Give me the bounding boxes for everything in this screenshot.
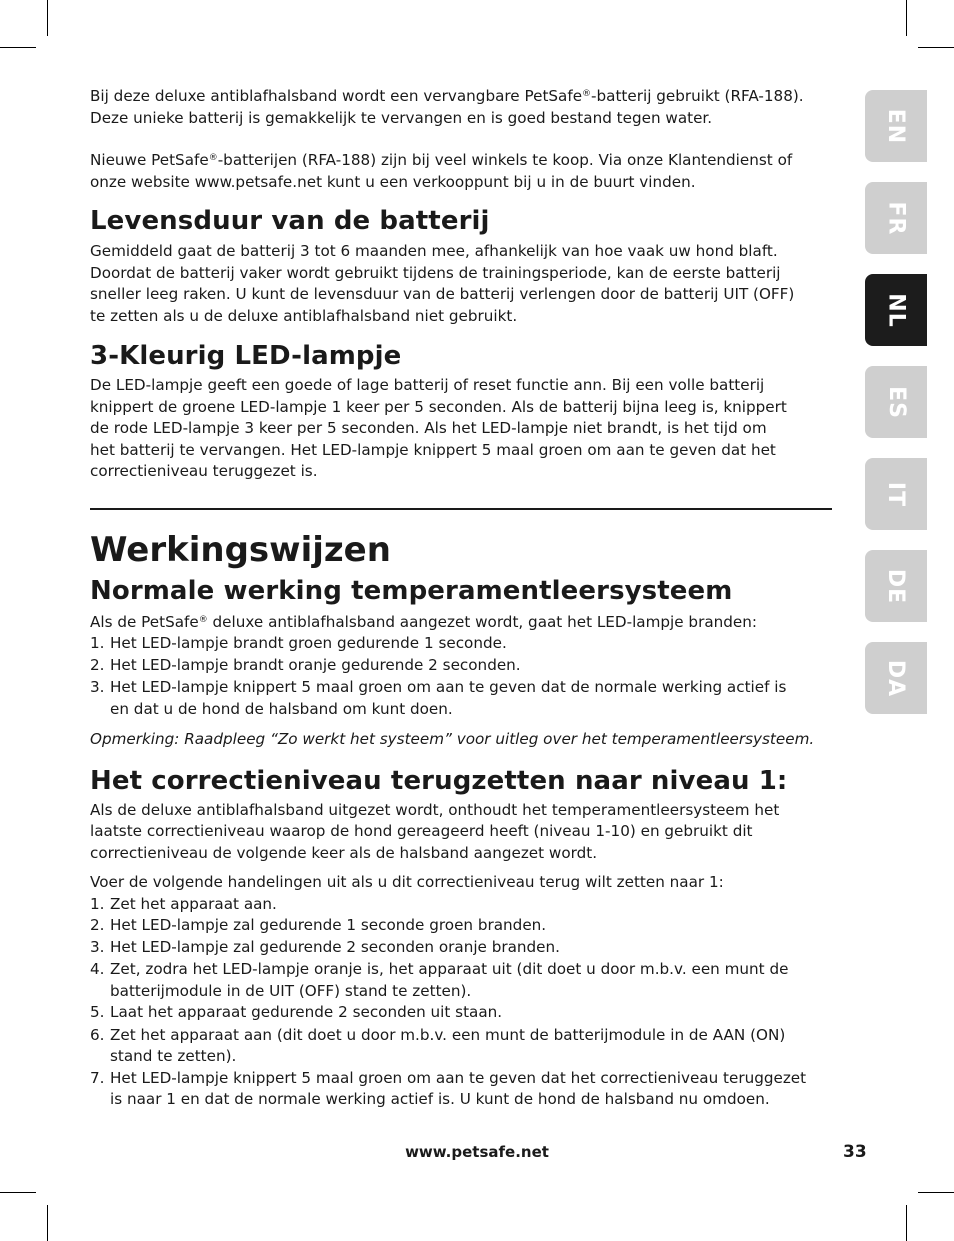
text-line: knippert de groene LED-lampje 1 keer per 5 seconden. Als de batterij bijna leeg is, knippert (90, 397, 787, 416)
list-item (90, 633, 832, 655)
tab-label: EN (883, 108, 909, 144)
list-number: 1. (90, 634, 105, 652)
tab-label: DE (883, 568, 909, 604)
crop-mark (47, 0, 48, 36)
list-number: 3. (90, 678, 105, 696)
list-item-text: Het LED-lampje brandt oranje gedurende 2 seconden. (110, 655, 521, 674)
led-heading: 3-Kleurig LED-lampje (90, 341, 402, 371)
list-item-text: stand te zetten). (110, 1047, 237, 1065)
tab-label: ES (883, 385, 909, 419)
tab-label: DA (883, 659, 909, 697)
list-number: 2. (90, 916, 105, 934)
text-line: Als de deluxe antiblafhalsband uitgezet wordt, onthoudt het temperamentleersysteem het (90, 800, 780, 819)
text-line: De LED-lampje geeft een goede of lage batterij of reset functie ann. Bij een volle batterij (90, 376, 765, 394)
text-line: de rode LED-lampje 3 keer per 5 seconden. Als het LED-lampje niet brandt, is het tijd om (90, 419, 767, 437)
list-item (90, 937, 832, 959)
text-line: correctieniveau de volgende keer als de halsband aangezet wordt. (90, 843, 598, 862)
list-item (90, 677, 832, 720)
tab-label: FR (883, 201, 909, 235)
list-item (90, 959, 832, 1002)
crop-mark (906, 0, 907, 36)
reset-heading: Het correctieniveau terugzetten naar niveau 1: (90, 765, 788, 796)
battery-life-text (90, 241, 832, 327)
tab-label: NL (883, 292, 909, 328)
reset-steps (90, 894, 832, 1111)
tab-nl[interactable] (865, 274, 927, 346)
led-text (90, 375, 832, 483)
list-item (90, 894, 832, 916)
list-item (90, 1025, 832, 1068)
text-line: het batterij te vervangen. Het LED-lampje knippert 5 maal groen om aan te geven dat het (90, 440, 776, 459)
reset-intro (90, 800, 832, 865)
normal-operation-heading: Normale werking temperamentleersysteem (90, 575, 733, 606)
crop-mark (906, 1205, 907, 1241)
note-text: Opmerking: Raadpleeg “Zo werkt het systeem” voor uitleg over het temperamentleersysteem. (90, 730, 815, 748)
tab-fr[interactable] (865, 182, 927, 254)
intro-paragraph-2: Nieuwe PetSafe®-batterijen (RFA-188) zijn bij veel winkels te koop. Via onze Klantendienst of onze website www.petsafe.net kunt u een verkooppunt bij u in de buurt vinden. (90, 151, 793, 191)
tab-da[interactable] (865, 642, 927, 714)
list-item-text: Het LED-lampje knippert 5 maal groen om aan te geven dat het correctieniveau teruggezet (110, 1068, 807, 1087)
crop-mark (918, 1192, 954, 1193)
list-item-text: Zet het apparaat aan. (110, 894, 277, 913)
section-divider (90, 508, 832, 510)
text-line: sneller leeg raken. U kunt de levensduur van de batterij verlengen door de batterij UIT (OFF) (90, 285, 795, 303)
list-number: 5. (90, 1003, 105, 1021)
reset-lead: Voer de volgende handelingen uit als u dit correctieniveau terug wilt zetten naar 1: (90, 873, 724, 891)
list-item-text: Zet, zodra het LED-lampje oranje is, het apparaat uit (dit doet u door m.b.v. een munt de (110, 960, 789, 978)
text-line: Gemiddeld gaat de batterij 3 tot 6 maanden mee, afhankelijk van hoe vaak uw hond blaft. (90, 242, 778, 260)
crop-mark (0, 1192, 36, 1193)
tab-en[interactable] (865, 90, 927, 162)
list-item-text: Het LED-lampje knippert 5 maal groen om aan te geven dat de normale werking actief is (110, 678, 787, 696)
normal-operation-intro: Als de PetSafe® deluxe antiblafhalsband aangezet wordt, gaat het LED-lampje branden: (90, 612, 757, 631)
footer-url[interactable]: www.petsafe.net (405, 1143, 549, 1161)
battery-life-heading: Levensduur van de batterij (90, 206, 490, 236)
list-item-text: batterijmodule in de UIT (OFF) stand te zetten). (110, 981, 472, 1000)
list-item-text: Het LED-lampje zal gedurende 1 seconde groen branden. (110, 916, 547, 934)
page-number: 33 (843, 1142, 867, 1162)
text-line: laatste correctieniveau waarop de hond gereageerd heeft (niveau 1-10) en gebruikt dit (90, 822, 753, 840)
list-number: 4. (90, 960, 105, 978)
list-item-text: Laat het apparaat gedurende 2 seconden uit staan. (110, 1003, 503, 1021)
tab-es[interactable] (865, 366, 927, 438)
crop-mark (918, 47, 954, 48)
tab-it[interactable] (865, 458, 927, 530)
list-item (90, 1068, 832, 1111)
tab-label: IT (883, 481, 909, 507)
list-item (90, 655, 832, 677)
list-item-text: Zet het apparaat aan (dit doet u door m.b.v. een munt de batterijmodule in de AAN (ON) (110, 1025, 786, 1044)
page-content (90, 86, 832, 1111)
list-item (90, 1002, 832, 1024)
tab-de[interactable] (865, 550, 927, 622)
list-item-text: en dat u de hond de halsband om kunt doen. (110, 699, 453, 718)
normal-operation-steps (90, 633, 832, 720)
list-number: 3. (90, 937, 105, 956)
text-line: correctieniveau teruggezet is. (90, 462, 318, 480)
crop-mark (47, 1205, 48, 1241)
list-number: 6. (90, 1025, 105, 1044)
list-number: 2. (90, 655, 105, 674)
list-item (90, 915, 832, 937)
list-item-text: Het LED-lampje brandt groen gedurende 1 seconde. (110, 634, 507, 652)
list-item-text: is naar 1 en dat de normale werking actief is. U kunt de hond de halsband nu omdoen. (110, 1090, 770, 1108)
list-item-text: Het LED-lampje zal gedurende 2 seconden oranje branden. (110, 937, 560, 956)
intro-paragraph-1: Bij deze deluxe antiblafhalsband wordt een vervangbare PetSafe®-batterij gebruikt (RFA-188). Deze unieke batterij is gemakkelijk te vervangen en is goed bestand tegen water. (90, 87, 804, 127)
text-line: Doordat de batterij vaker wordt gebruikt tijdens de trainingsperiode, kan de eerste batterij (90, 263, 781, 282)
list-number: 7. (90, 1068, 105, 1087)
crop-mark (0, 47, 36, 48)
page-title: Werkingswijzen (90, 529, 391, 570)
list-number: 1. (90, 894, 105, 913)
text-line: te zetten als u de deluxe antiblafhalsband niet gebruikt. (90, 306, 518, 325)
